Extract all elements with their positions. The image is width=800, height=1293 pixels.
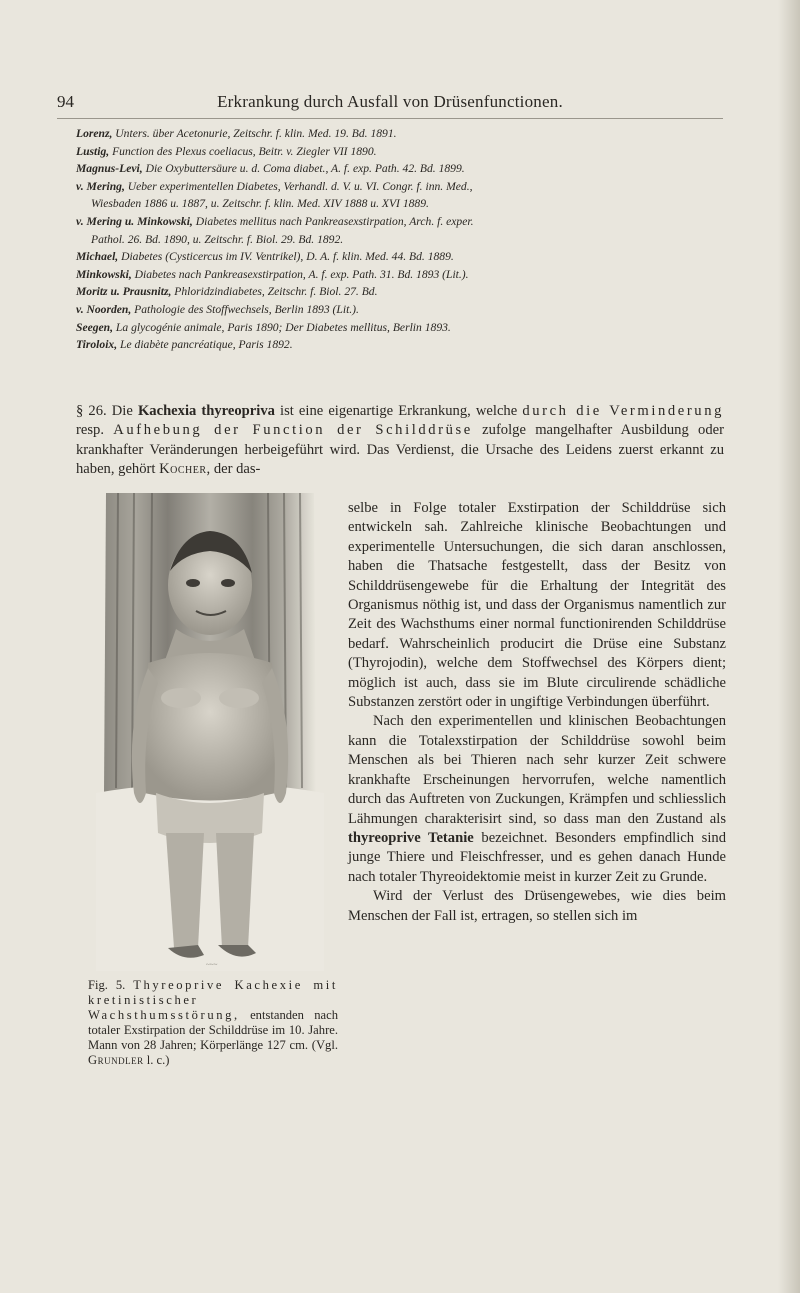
section-term: Kachexia thyreopriva — [137, 403, 275, 419]
page-edge-shadow — [778, 0, 800, 1293]
reference-entry: Tiroloix, Le diabète pancréatique, Paris 1892. — [76, 338, 293, 352]
term-tetanie: thyreoprive Tetanie — [348, 829, 474, 846]
reference-list — [76, 125, 726, 354]
figure-title: Thyreoprive Kachexie mit kretinistischer Wachsthumsstörung, — [88, 978, 338, 1022]
column-paragraph: selbe in Folge totaler Exstirpation der Schilddrüse sich entwickeln sah. Zahlreiche klinische Beobachtungen und experimentelle Untersuchungen, die sich daran anschlossen, haben die Thatsache festgestellt, dass der Besitz von Schilddrüsengewebe für die Erhaltung der Integrität des Organismus nöthig ist, und dass der Organismus namentlich zur Zeit des Wachsthums einer normal functionirenden Schilddrüse bedarf. Wahrscheinlich producirt die Drüse eine Substanz (Thyrojodin), welche dem Stoffwechsel des Körpers dient; möglich ist auch, dass sie im Blute circulirende schädliche Substanzen zerstört oder in ungiftige Verbindungen überführt. — [348, 500, 726, 711]
reference-entry: v. Mering, Ueber experimentellen Diabetes, Verhandl. d. V. u. VI. Congr. f. inn. Med., — [76, 179, 473, 193]
figure-caption: Fig. 5. Thyreoprive Kachexie mit kretinistischer Wachsthumsstörung, entstanden nach totaler Exstirpation der Schilddrüse im 10. Jahre. Mann von 28 Jahren; Körperlänge 127 cm. (Vgl. Grundler l. c.) — [88, 978, 338, 1067]
reference-continuation: Pathol. 26. Bd. 1890, u. Zeitschr. f. Biol. 29. Bd. 1892. — [91, 232, 344, 246]
photo-signature: ~~~ — [206, 961, 218, 969]
patient-photograph — [86, 493, 334, 971]
reference-entry: Moritz u. Prausnitz, Phloridzindiabetes, Zeitschr. f. Biol. 27. Bd. — [76, 285, 378, 299]
section-intro — [76, 402, 724, 480]
reference-entry: Seegen, La glycogénie animale, Paris 1890; Der Diabetes mellitus, Berlin 1893. — [76, 320, 451, 334]
reference-entry: Minkowski, Diabetes nach Pankreasexstirpation, A. f. exp. Path. 31. Bd. 1893 (Lit.). — [76, 267, 469, 281]
reference-entry: Lorenz, Unters. über Acetonurie, Zeitschr. f. klin. Med. 19. Bd. 1891. — [76, 127, 397, 140]
page-header — [57, 88, 723, 119]
section-number: § 26. — [76, 403, 107, 419]
running-title: Erkrankung durch Ausfall von Drüsenfunctionen. — [217, 92, 563, 111]
figure-number: Fig. 5. — [88, 978, 126, 992]
column-paragraph: Wird der Verlust des Drüsengewebes, wie dies beim Menschen der Fall ist, ertragen, so stellen sich im — [348, 888, 726, 924]
reference-continuation: Wiesbaden 1886 u. 1887, u. Zeitschr. f. klin. Med. XIV 1888 u. XVI 1889. — [91, 197, 429, 211]
reference-entry: Michael, Diabetes (Cysticercus im IV. Ventrikel), D. A. f. klin. Med. 44. Bd. 1889. — [76, 250, 454, 264]
column-paragraph: Nach den experimentellen und klinischen Beobachtungen kann die Totalexstirpation der Schilddrüse sowohl beim Menschen als bei Thieren nach sehr kurzer Zeit schwere krankhafte Erscheinungen hervorrufen, welche namentlich durch das Auftreten von Zuckungen, Krämpfen und schliesslich Lähmungen charakterisirt sind, so dass man den Zustand als thyreoprive Tetanie bezeichnet. Besonders empfindlich sind junge Thiere und Fleischfresser, und es gehen danach Hunde nach totaler Thyreoidektomie meist in kurzer Zeit zu Grunde. — [348, 713, 726, 885]
page-number: 94 — [57, 92, 74, 111]
text-column — [348, 499, 726, 926]
reference-entry: v. Mering u. Minkowski, Diabetes mellitus nach Pankreasexstirpation, Arch. f. exper. — [76, 214, 474, 228]
reference-entry: Lustig, Function des Plexus coeliacus, Beitr. v. Ziegler VII 1890. — [76, 144, 377, 158]
reference-entry: v. Noorden, Pathologie des Stoffwechsels, Berlin 1893 (Lit.). — [76, 302, 359, 316]
reference-entry: Magnus-Levi, Die Oxybuttersäure u. d. Coma diabet., A. f. exp. Path. 42. Bd. 1899. — [76, 162, 465, 176]
figure-photograph — [86, 493, 334, 971]
section-paragraph: § 26. Die Kachexia thyreopriva ist eine eigenartige Erkrankung, welche durch die Verminderung resp. Aufhebung der Function der Schilddrüse zufolge mangelhafter Ausbildung oder krankhafter Veränderungen herbeigeführt wird. Das Verdienst, die Ursache des Leidens zuerst erkannt zu haben, gehört Kocher, der das- — [76, 403, 724, 478]
